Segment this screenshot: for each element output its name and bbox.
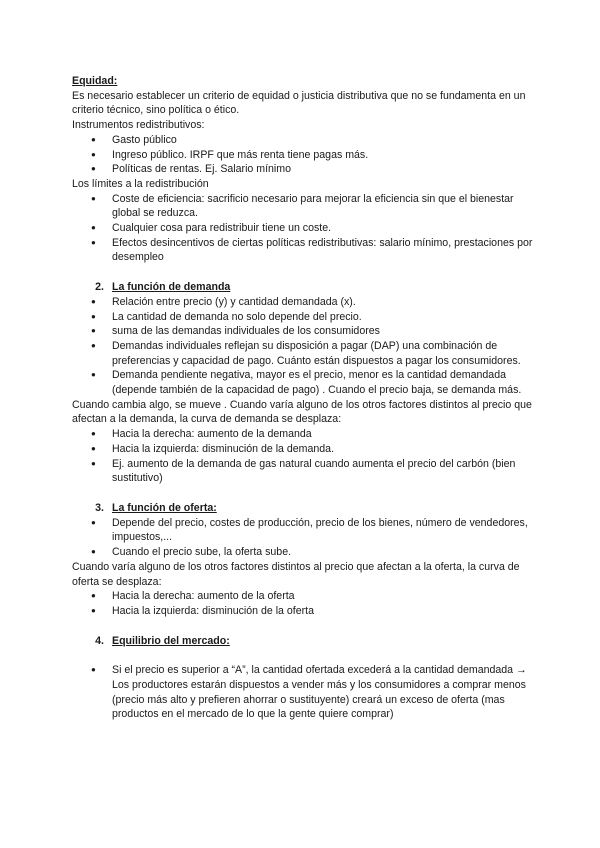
paragraph-equidad: Es necesario establecer un criterio de equidad o justicia distributiva que no se fundamenta en un criterio técnico, sino política o ético.	[72, 89, 526, 117]
heading-oferta: La función de oferta:	[112, 501, 217, 514]
list-item: ● Si el precio es superior a “A”, la cantidad ofertada excederá a la cantidad demandada → Los productores estarán dispuestos a vender más y los consumidores a comprar menos (precio más alto y prefieren ahorrar o sustituyente) creará un exceso de oferta (mas productos en el mercado de lo que la gente quiere comprar)	[112, 663, 540, 722]
paragraph-oferta: Cuando varía alguno de los otros factores distintos al precio que afectan a la oferta, la curva de oferta se desplaza:	[72, 560, 520, 588]
section-number: 3.	[95, 501, 104, 514]
list-item: ● Demandas individuales reflejan su disposición a pagar (DAP) una combinación de preferencias y capacidad de pago. Cuánto están dispuestos a pagar los consumidores.	[112, 339, 540, 368]
list-oferta-desplazamiento	[72, 589, 540, 618]
list-item: ● Hacia la derecha: aumento de la demanda	[112, 427, 540, 442]
list-item: ● Demanda pendiente negativa, mayor es el precio, menor es la cantidad demandada (depende también de la capacidad de pago) . Cuando el precio baja, se demanda más.	[112, 368, 540, 397]
list-item: ● Ingreso público. IRPF que más renta tiene pagas más.	[112, 148, 540, 163]
list-demanda	[72, 295, 540, 398]
list-item: ● Gasto público	[112, 133, 540, 148]
section-heading-demanda	[72, 280, 540, 295]
list-limites	[72, 192, 540, 266]
list-item: ● Coste de eficiencia: sacrificio necesario para mejorar la eficiencia sin que el bienestar global se reduzca.	[112, 192, 540, 221]
section-number: 4.	[95, 634, 104, 647]
list-demanda-desplazamiento	[72, 427, 540, 486]
list-item: ● La cantidad de demanda no solo depende del precio.	[112, 310, 540, 325]
list-equilibrio	[72, 663, 540, 722]
list-item: ● Ej. aumento de la demanda de gas natural cuando aumenta el precio del carbón (bien sustitutivo)	[112, 457, 540, 486]
list-item: ● Hacia la izquierda: disminución de la oferta	[112, 604, 540, 619]
label-instrumentos: Instrumentos redistributivos:	[72, 119, 205, 132]
heading-equidad: Equidad:	[72, 75, 118, 87]
list-item: ● Depende del precio, costes de producción, precio de los bienes, número de vendedores, impuestos,...	[112, 516, 540, 545]
label-limites: Los límites a la redistribución	[72, 177, 209, 190]
list-item: ● Hacia la derecha: aumento de la oferta	[112, 589, 540, 604]
list-item: ● Cuando el precio sube, la oferta sube.	[112, 545, 540, 560]
section-number: 2.	[95, 281, 104, 294]
list-item: ● Relación entre precio (y) y cantidad demandada (x).	[112, 295, 540, 310]
section-heading-oferta	[72, 501, 540, 516]
list-instrumentos	[72, 133, 540, 177]
list-item: ● Efectos desincentivos de ciertas políticas redistributivas: salario mínimo, prestaciones por desempleo	[112, 236, 540, 265]
heading-demanda: La función de demanda	[112, 281, 231, 294]
list-item: ● Cualquier cosa para redistribuir tiene un coste.	[112, 221, 540, 236]
paragraph-demanda: Cuando cambia algo, se mueve . Cuando varía alguno de los otros factores distintos al precio que afectan a la demanda, la curva de demanda se desplaza:	[72, 398, 532, 426]
section-heading-equilibrio	[72, 634, 540, 649]
list-item: ● suma de las demandas individuales de los consumidores	[112, 324, 540, 339]
list-oferta	[72, 516, 540, 560]
spacer	[72, 648, 540, 663]
heading-equilibrio: Equilibrio del mercado:	[112, 634, 230, 647]
list-item: ● Hacia la izquierda: disminución de la demanda.	[112, 442, 540, 457]
list-item: ● Políticas de rentas. Ej. Salario mínimo	[112, 162, 540, 177]
